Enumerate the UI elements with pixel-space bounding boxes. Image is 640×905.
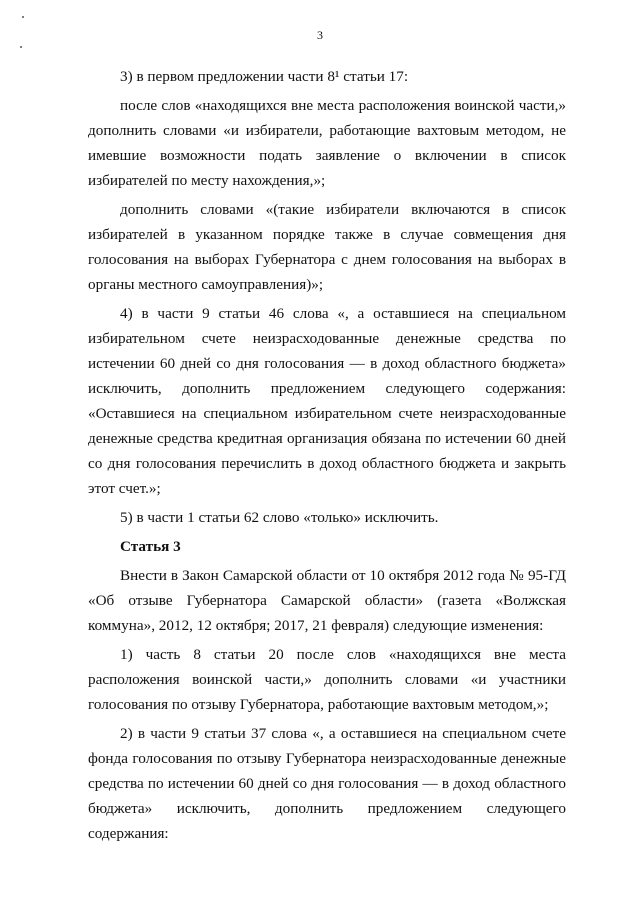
article-heading: Статья 3 bbox=[120, 538, 181, 555]
paragraph-subitem-2: 2) в части 9 статьи 37 слова «, а оставшиеся на специальном счете фонда голосования по отзыву Губернатора неизрасходованные денежные средства по истечении 60 дней со дня голосования — в доход областного бюджета» исключить, дополнить предложением следующего содержания: bbox=[88, 725, 566, 842]
page-number: 3 bbox=[317, 28, 323, 42]
paragraph-after-words: после слов «находящихся вне места расположения воинской части,» дополнить словами «и избиратели, работающие вахтовым методом, не имевшие возможности подать заявление о включении в список избирателей по месту нахождения,»; bbox=[88, 97, 566, 189]
scan-speck bbox=[22, 16, 24, 18]
paragraph-item-5: 5) в части 1 статьи 62 слово «только» исключить. bbox=[120, 509, 439, 526]
scan-speck bbox=[20, 46, 22, 48]
paragraph-subitem-1: 1) часть 8 статьи 20 после слов «находящихся вне места расположения воинской части,» дополнить словами «и участники голосования по отзыву Губернатора, работающие вахтовым методом,»; bbox=[88, 646, 566, 713]
paragraph-item-3: 3) в первом предложении части 8¹ статьи 17: bbox=[120, 68, 409, 85]
document-body bbox=[88, 64, 566, 850]
paragraph-item-4: 4) в части 9 статьи 46 слова «, а оставшиеся на специальном избирательном счете неизрасходованные денежные средства по истечении 60 дней со дня голосования — в доход областного бюджета» исключить, дополнить предложением следующего содержания: «Оставшиеся на специальном избирательном счете неизрасходованные денежные средства кредитная организация обязана по истечении 60 дней со дня голосования перечислить в доход областного бюджета и закрыть этот счет.»; bbox=[88, 305, 566, 497]
paragraph-supplement: дополнить словами «(такие избиратели включаются в список избирателей в указанном порядке также в случае совмещения дня голосования на выборах Губернатора с днем голосования на выборах в органы местного самоуправления)»; bbox=[88, 201, 566, 293]
paragraph-introduce: Внести в Закон Самарской области от 10 октября 2012 года № 95-ГД «Об отзыве Губернатора Самарской области» (газета «Волжская коммуна», 2012, 12 октября; 2017, 21 февраля) следующие изменения: bbox=[88, 567, 566, 634]
